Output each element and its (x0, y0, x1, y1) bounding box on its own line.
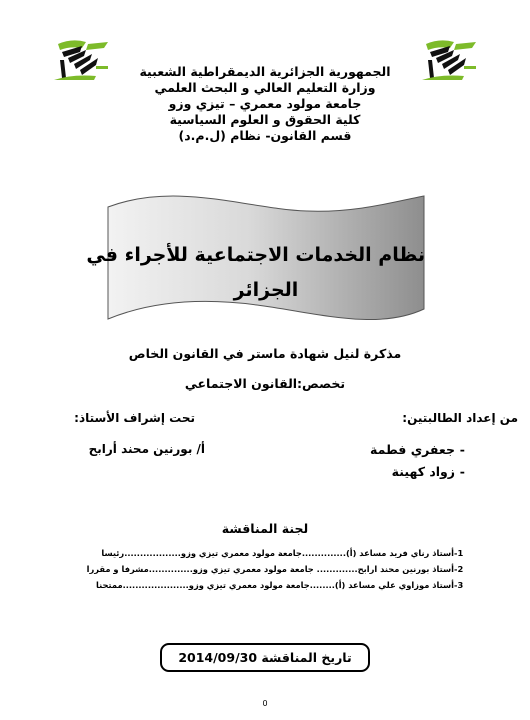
committee-member (60, 577, 470, 593)
students-label: من إعداد الطالبتين: (402, 411, 518, 425)
institution-header (100, 64, 430, 144)
header-line-ministry: وزارة التعليم العالي و البحث العلمي (154, 80, 376, 95)
committee-list (60, 545, 470, 593)
student-bullet-2: - (459, 464, 465, 479)
header-line-republic: الجمهورية الجزائرية الديمقراطية الشعبية (139, 64, 391, 79)
specialty: تخصص:القانون الاجتماعي (184, 376, 346, 391)
defense-date-box (160, 643, 370, 672)
committee-member-number: 2- (454, 564, 464, 574)
committee-title: لجنة المناقشة (221, 521, 309, 536)
supervisor-name: أ/ بورنين محند أرابح (88, 442, 205, 456)
header-line-faculty: كلية الحقوق و العلوم السياسية (169, 112, 361, 127)
header-line-university: جامعة مولود معمري – تيزي وزو (168, 96, 362, 111)
student-bullet-1: - (459, 442, 465, 457)
committee-member-text: أستاذ بورنين محند ارابح............. جامعة مولود معمري تيزي وزو..............مشرفا و مقررا (86, 564, 454, 574)
student-name-2: زواد كهينة (391, 464, 455, 479)
student-name-1: جعفري فطمة (370, 442, 455, 457)
committee-member-text: أستاذ موزاوي علي مساعد (أ)........جامعة مولود معمري تيزي وزو.....................ممتحنا (96, 580, 454, 590)
committee-member (60, 545, 470, 561)
page-number: 0 (262, 699, 268, 708)
committee-member (60, 561, 470, 577)
thesis-title-line1: نظام الخدمات الاجتماعية للأجراء في (86, 244, 425, 266)
thesis-title-line2: الجزائر (233, 279, 299, 301)
committee-member-number: 1- (454, 548, 464, 558)
committee-member-number: 3- (454, 580, 464, 590)
memo-type: مذكرة لنيل شهادة ماستر في القانون الخاص (128, 346, 402, 361)
header-line-department: قسم القانون- نظام (ل.م.د) (178, 128, 352, 143)
defense-date: تاريخ المناقشة 2014/09/30 (178, 650, 352, 665)
committee-member-text: أستاذ رناي فريد مساعد (أ)..............جامعة مولود معمري تيزي وزو..................رئيسا (101, 548, 454, 558)
supervisor-label: تحت إشراف الأستاذ: (74, 411, 195, 425)
